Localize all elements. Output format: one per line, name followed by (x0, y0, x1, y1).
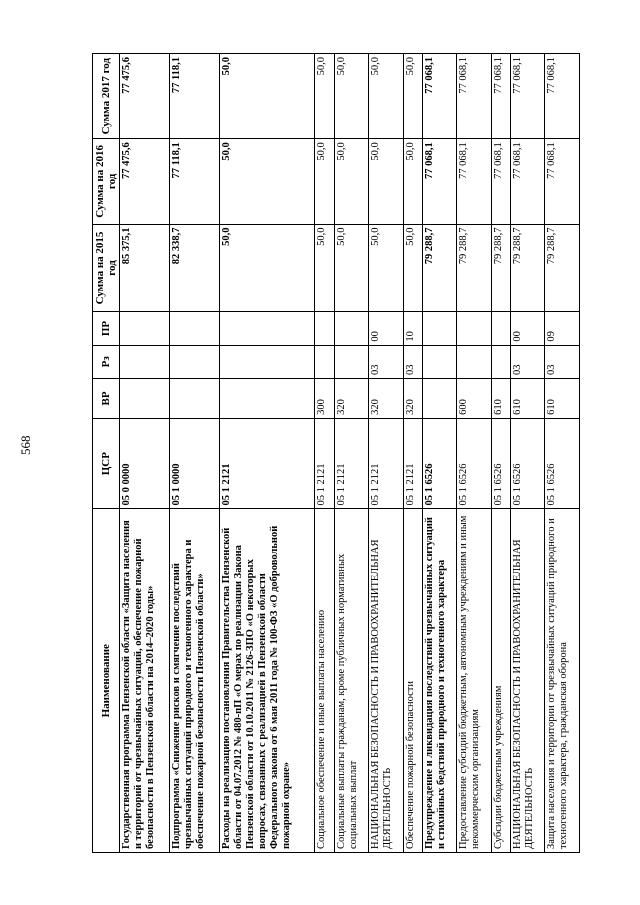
cell-rz (491, 345, 510, 378)
cell-sum-2017: 50,0 (315, 54, 334, 139)
cell-name: НАЦИОНАЛЬНАЯ БЕЗОПАСНОСТЬ И ПРАВООХРАНИТЕЛЬНАЯ ДЕЯТЕЛЬНОСТЬ (510, 509, 545, 853)
cell-rz (315, 345, 334, 378)
table-header-row (93, 54, 120, 853)
cell-sum-2016: 50,0 (334, 139, 369, 224)
cell-csr: 05 1 2121 (369, 418, 404, 509)
table-row (457, 54, 492, 853)
cell-pr (457, 312, 492, 345)
cell-vr: 320 (403, 378, 422, 418)
cell-sum-2017: 77 068,1 (422, 54, 457, 139)
cell-sum-2015: 79 288,7 (422, 224, 457, 312)
cell-name: Социальные выплаты гражданам, кроме публичных нормативных социальных выплат (334, 509, 369, 853)
cell-sum-2015: 85 375,1 (120, 224, 170, 312)
cell-name: Расходы на реализацию постановления Правительства Пензенской области от 04.07.2012 № 480-пП «О мерах по реализации Закона Пензенской области от 10.10.2011 № 2126-ЗПО «О некоторых вопросах, связанных с реализацией в Пензенской области Федерального закона от 6 мая 2011 года № 100-ФЗ «О добровольной пожарной охране» (219, 509, 315, 853)
header-vr: ВР (93, 378, 120, 418)
cell-vr: 600 (457, 378, 492, 418)
cell-rz (219, 345, 315, 378)
table-row (545, 54, 580, 853)
cell-sum-2015: 50,0 (403, 224, 422, 312)
cell-rz (422, 345, 457, 378)
cell-sum-2017: 77 068,1 (545, 54, 580, 139)
cell-name: Социальное обеспечение и иные выплаты населению (315, 509, 334, 853)
cell-name: Обеспечение пожарной безопасности (403, 509, 422, 853)
cell-rz (169, 345, 219, 378)
cell-name: НАЦИОНАЛЬНАЯ БЕЗОПАСНОСТЬ И ПРАВООХРАНИТЕЛЬНАЯ ДЕЯТЕЛЬНОСТЬ (369, 509, 404, 853)
table-row (120, 54, 170, 853)
cell-vr: 610 (510, 378, 545, 418)
cell-csr: 05 1 2121 (334, 418, 369, 509)
cell-sum-2015: 79 288,7 (510, 224, 545, 312)
cell-name: Субсидии бюджетным учреждениям (491, 509, 510, 853)
table-row (315, 54, 334, 853)
cell-name: Предоставление субсидий бюджетным, автономным учреждениям и иным некоммерческим организациям (457, 509, 492, 853)
cell-pr: 10 (403, 312, 422, 345)
cell-pr: 00 (369, 312, 404, 345)
budget-table (92, 53, 580, 853)
cell-sum-2016: 77 118,1 (169, 139, 219, 224)
cell-rz (457, 345, 492, 378)
cell-csr: 05 1 2121 (403, 418, 422, 509)
header-csr: ЦСР (93, 418, 120, 509)
cell-sum-2016: 77 068,1 (545, 139, 580, 224)
table-row (219, 54, 315, 853)
cell-sum-2017: 50,0 (403, 54, 422, 139)
cell-vr: 320 (369, 378, 404, 418)
table-row (334, 54, 369, 853)
table-row (369, 54, 404, 853)
cell-vr (219, 378, 315, 418)
cell-name: Предупреждение и ликвидация последствий чрезвычайных ситуаций и стихийных бедствий природного и техногенного характера (422, 509, 457, 853)
cell-rz (120, 345, 170, 378)
cell-sum-2015: 50,0 (369, 224, 404, 312)
cell-sum-2015: 79 288,7 (491, 224, 510, 312)
cell-csr: 05 1 6526 (457, 418, 492, 509)
table-row (510, 54, 545, 853)
cell-rz: 03 (545, 345, 580, 378)
cell-pr (334, 312, 369, 345)
cell-csr: 05 1 2121 (219, 418, 315, 509)
cell-pr (491, 312, 510, 345)
cell-rz: 03 (369, 345, 404, 378)
cell-pr (120, 312, 170, 345)
header-name: Наименование (93, 509, 120, 853)
cell-rz: 03 (403, 345, 422, 378)
cell-csr: 05 1 6526 (545, 418, 580, 509)
cell-sum-2016: 77 068,1 (422, 139, 457, 224)
cell-pr (169, 312, 219, 345)
cell-sum-2017: 50,0 (334, 54, 369, 139)
header-sum-2017: Сумма 2017 год (93, 54, 120, 139)
table-row (403, 54, 422, 853)
rotated-table-container (92, 53, 580, 853)
cell-sum-2016: 77 068,1 (457, 139, 492, 224)
cell-vr (422, 378, 457, 418)
cell-sum-2015: 50,0 (219, 224, 315, 312)
cell-sum-2016: 77 068,1 (491, 139, 510, 224)
cell-pr (315, 312, 334, 345)
cell-vr: 610 (491, 378, 510, 418)
header-sum-2015: Сумма на 2015 год (93, 224, 120, 312)
header-sum-2016: Сумма на 2016 год (93, 139, 120, 224)
page-number: 568 (18, 435, 33, 455)
header-pr: ПР (93, 312, 120, 345)
cell-vr: 320 (334, 378, 369, 418)
cell-csr: 05 0 0000 (120, 418, 170, 509)
cell-vr (169, 378, 219, 418)
cell-pr (219, 312, 315, 345)
cell-sum-2016: 50,0 (219, 139, 315, 224)
cell-csr: 05 1 0000 (169, 418, 219, 509)
cell-csr: 05 1 6526 (422, 418, 457, 509)
cell-csr: 05 1 2121 (315, 418, 334, 509)
cell-sum-2017: 77 118,1 (169, 54, 219, 139)
table-row (169, 54, 219, 853)
cell-sum-2015: 82 338,7 (169, 224, 219, 312)
table-row (491, 54, 510, 853)
cell-sum-2015: 79 288,7 (457, 224, 492, 312)
cell-name: Подпрограмма «Снижение рисков и смягчение последствий чрезвычайных ситуаций природного и техногенного характера и обеспечение пожарной безопасности Пензенской области» (169, 509, 219, 853)
cell-vr: 610 (545, 378, 580, 418)
cell-pr (422, 312, 457, 345)
cell-pr: 09 (545, 312, 580, 345)
cell-sum-2016: 77 068,1 (510, 139, 545, 224)
cell-sum-2017: 50,0 (369, 54, 404, 139)
cell-sum-2017: 77 068,1 (491, 54, 510, 139)
cell-sum-2017: 77 475,6 (120, 54, 170, 139)
cell-vr (120, 378, 170, 418)
cell-sum-2015: 79 288,7 (545, 224, 580, 312)
cell-sum-2016: 50,0 (315, 139, 334, 224)
cell-sum-2015: 50,0 (334, 224, 369, 312)
cell-rz (334, 345, 369, 378)
cell-vr: 300 (315, 378, 334, 418)
cell-sum-2016: 50,0 (369, 139, 404, 224)
cell-sum-2016: 50,0 (403, 139, 422, 224)
header-rz: Рз (93, 345, 120, 378)
cell-csr: 05 1 6526 (491, 418, 510, 509)
cell-name: Защита населения и территории от чрезвычайных ситуаций природного и техногенного характера, гражданская оборона (545, 509, 580, 853)
cell-sum-2015: 50,0 (315, 224, 334, 312)
cell-sum-2017: 77 068,1 (510, 54, 545, 139)
cell-csr: 05 1 6526 (510, 418, 545, 509)
cell-sum-2017: 77 068,1 (457, 54, 492, 139)
table-row (422, 54, 457, 853)
cell-name: Государственная программа Пензенской области «Защита населения и территорий от чрезвычайных ситуаций, обеспечение пожарной безопасности в Пензенской области на 2014–2020 годы» (120, 509, 170, 853)
cell-sum-2016: 77 475,6 (120, 139, 170, 224)
cell-sum-2017: 50,0 (219, 54, 315, 139)
cell-rz: 03 (510, 345, 545, 378)
cell-pr: 00 (510, 312, 545, 345)
